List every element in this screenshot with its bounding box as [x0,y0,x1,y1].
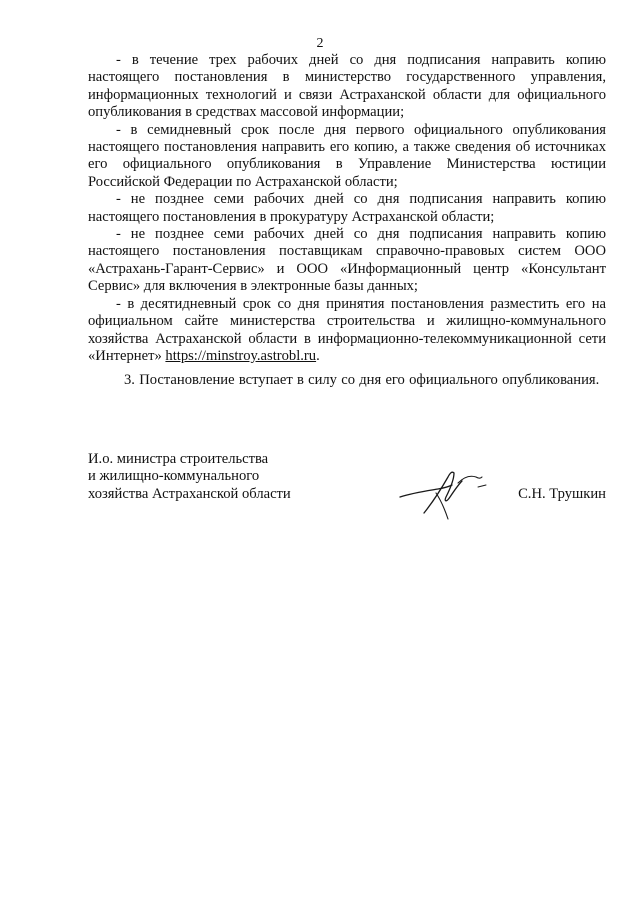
bullet-text: - в десятидневный срок со дня принятия постановления разместить его на официальном сайте министерства строительства и жилищно-коммунального хозяйства Астраханской области в информационно-телекоммуникационной сети «Интернет» [88,295,606,364]
ministry-website-link[interactable]: https://minstroy.astrobl.ru [165,347,317,364]
page-number: 2 [316,36,324,51]
document-body [88,52,606,390]
signatory-title-line: и жилищно-коммунального [88,468,260,485]
signatory-name: С.Н. Трушкин [518,486,606,502]
bullet-paragraph: - в семидневный срок после дня первого официального опубликования настоящего постановления направить его копию, а также сведения об источниках его официального опубликования в Управление Министерства юстиции Российской Федерации по Астраханской области; [88,121,606,190]
bullet-paragraph: - не позднее семи рабочих дней со дня подписания направить копию настоящего постановления в прокуратуру Астраханской области; [88,191,606,225]
handwritten-signature [394,463,494,523]
signatory-title [88,451,291,503]
signatory-title-line: И.о. министра строительства [88,451,269,467]
bullet-paragraph-with-link [88,296,606,366]
signatory-title-line: хозяйства Астраханской области [88,485,291,502]
bullet-trailing: . [316,347,320,364]
bullet-paragraph: - не позднее семи рабочих дней со дня подписания направить копию настоящего постановления поставщикам справочно-правовых систем ООО «Астрахань-Гарант-Сервис» и ООО «Информационный центр «Консультант Сервис» для включения в электронные базы данных; [88,226,606,295]
bullet-paragraph: - в течение трех рабочих дней со дня подписания направить копию настоящего постановления в министерство государственного управления, информационных технологий и связи Астраханской области для официального опубликования в средствах массовой информации; [88,52,606,121]
signature-block [88,451,606,521]
final-clause: 3. Постановление вступает в силу со дня его официального опубликования. [124,372,600,389]
